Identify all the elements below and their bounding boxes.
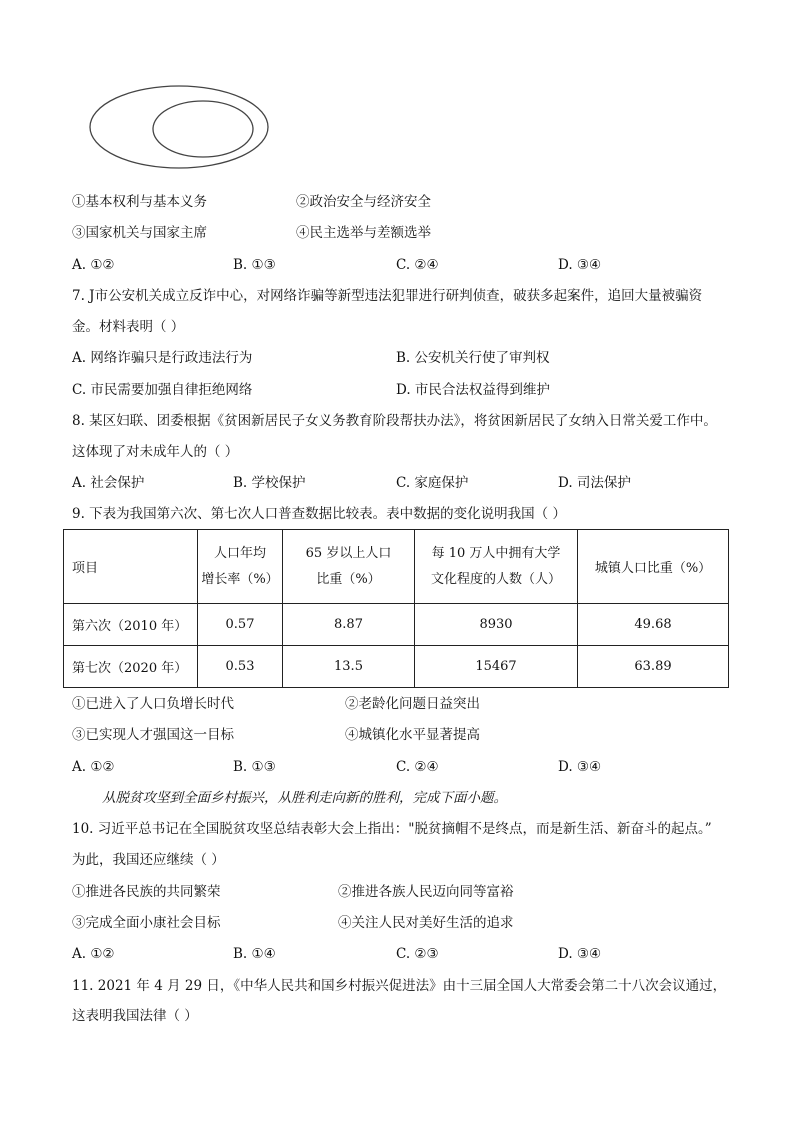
row1-edu: 8930: [415, 604, 578, 646]
header-old-line2: 比重（%）: [316, 571, 381, 587]
header-growth: [198, 530, 283, 604]
q8-stem-line1: 8. 某区妇联、团委根据《贫困新居民子女义务教育阶段帮扶办法》，将贫困新居民了女纳入日常关爱工作中。: [72, 413, 717, 429]
q10-choice-b[interactable]: B. ①④: [233, 946, 276, 962]
q6-choice-a[interactable]: A. ①②: [72, 257, 115, 273]
row2-growth: 0.53: [198, 646, 283, 688]
q9-choice-d[interactable]: D. ③④: [558, 759, 602, 775]
header-old-line1: 65 岁以上人口: [305, 545, 392, 561]
q7-choice-c[interactable]: C. 市民需要加强自律拒绝网络: [72, 382, 253, 398]
q8-choice-c[interactable]: C. 家庭保护: [396, 475, 469, 491]
q9-item-3: ③已实现人才强国这一目标: [72, 727, 234, 743]
header-growth-line2: 增长率（%）: [201, 571, 279, 587]
q8-choice-d[interactable]: D. 司法保护: [558, 475, 631, 491]
nested-ellipse-diagram: [86, 80, 276, 180]
table-header-row: [64, 530, 729, 604]
q10-choice-d[interactable]: D. ③④: [558, 946, 602, 962]
q6-item-3: ③国家机关与国家主席: [72, 225, 207, 241]
header-growth-line1: 人口年均: [213, 545, 266, 561]
q10-item-3: ③完成全面小康社会目标: [72, 915, 221, 931]
q9-item-1: ①已进入了人口负增长时代: [72, 696, 234, 712]
q7-choice-a[interactable]: A. 网络诈骗只是行政违法行为: [72, 350, 253, 366]
table-row: [64, 646, 729, 688]
census-table: [63, 529, 729, 688]
q9-item-2: ②老龄化问题日益突出: [345, 696, 480, 712]
row2-label: 第七次（2020 年）: [64, 646, 198, 688]
row1-urban: 49.68: [578, 604, 729, 646]
q9-item-4: ④城镇化水平显著提高: [345, 727, 480, 743]
row2-urban: 63.89: [578, 646, 729, 688]
header-edu-line2: 文化程度的人数（人）: [430, 571, 561, 587]
q9-stem: 9. 下表为我国第六次、第七次人口普查数据比较表。表中数据的变化说明我国（ ）: [72, 506, 566, 522]
q6-choice-d[interactable]: D. ③④: [558, 257, 602, 273]
q6-choice-b[interactable]: B. ①③: [233, 257, 276, 273]
row1-old: 8.87: [283, 604, 415, 646]
q9-choice-b[interactable]: B. ①③: [233, 759, 276, 775]
q10-choice-a[interactable]: A. ①②: [72, 946, 115, 962]
q7-choice-b[interactable]: B. 公安机关行使了审判权: [396, 350, 550, 366]
q11-stem-line1: 11. 2021 年 4 月 29 日，《中华人民共和国乡村振兴促进法》由十三届全国人大常委会第二十八次会议通过，: [72, 978, 727, 994]
q7-stem-line2: 金。材料表明（ ）: [72, 319, 185, 335]
row2-edu: 15467: [415, 646, 578, 688]
q10-item-1: ①推进各民族的共同繁荣: [72, 884, 221, 900]
q6-item-4: ④民主选举与差额选举: [296, 225, 431, 241]
q6-item-2: ②政治安全与经济安全: [296, 194, 431, 210]
q11-stem-line2: 这表明我国法律（ ）: [72, 1008, 198, 1024]
q7-stem-line1: 7. J市公安机关成立反诈中心，对网络诈骗等新型违法犯罪进行研判侦查，破获多起案件，追回大量被骗资: [72, 288, 703, 304]
row1-label: 第六次（2010 年）: [64, 604, 198, 646]
inner-ellipse: [153, 101, 253, 157]
header-old: [283, 530, 415, 604]
q10-item-4: ④关注人民对美好生活的追求: [338, 915, 514, 931]
q8-choice-b[interactable]: B. 学校保护: [233, 475, 306, 491]
outer-ellipse: [90, 86, 268, 168]
q8-choice-a[interactable]: A. 社会保护: [72, 475, 145, 491]
section-intro: 从脱贫攻坚到全面乡村振兴，从胜利走向新的胜利，完成下面小题。: [102, 790, 507, 806]
row1-growth: 0.57: [198, 604, 283, 646]
row2-old: 13.5: [283, 646, 415, 688]
q7-choice-d[interactable]: D. 市民合法权益得到维护: [396, 382, 550, 398]
header-edu-line1: 每 10 万人中拥有大学: [431, 545, 561, 561]
q10-stem-line1: 10. 习近平总书记在全国脱贫攻坚总结表彰大会上指出："脱贫摘帽不是终点，而是新生活、新奋斗的起点。”: [72, 821, 712, 837]
q8-stem-line2: 这体现了对未成年人的（ ）: [72, 444, 239, 460]
q9-choice-a[interactable]: A. ①②: [72, 759, 115, 775]
q10-item-2: ②推进各族人民迈向同等富裕: [338, 884, 514, 900]
table-row: [64, 604, 729, 646]
q10-stem-line2: 为此，我国还应继续（ ）: [72, 852, 225, 868]
header-item: 项目: [64, 530, 198, 604]
header-urban: 城镇人口比重（%）: [578, 530, 729, 604]
header-edu: [415, 530, 578, 604]
q6-choice-c[interactable]: C. ②④: [396, 257, 439, 273]
q9-choice-c[interactable]: C. ②④: [396, 759, 439, 775]
q6-item-1: ①基本权利与基本义务: [72, 194, 207, 210]
q10-choice-c[interactable]: C. ②③: [396, 946, 439, 962]
